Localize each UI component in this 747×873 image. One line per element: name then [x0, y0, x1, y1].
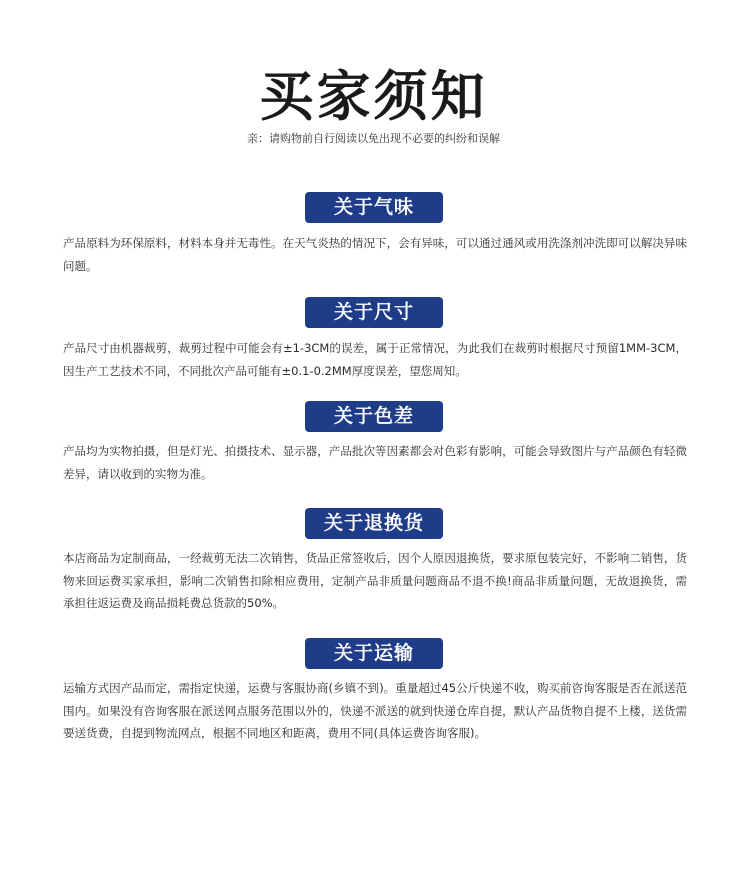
section-body-odor: 产品原料为环保原料，材料本身并无毒性。在天气炎热的情况下，会有异味，可以通过通风或用洗涤剂冲洗即可以解决异味问题。 — [63, 236, 687, 273]
page-title: 买家须知 — [259, 65, 488, 128]
section-body-size: 产品尺寸由机器裁剪，裁剪过程中可能会有±1-3CM的误差，属于正常情况，为此我们在裁剪时根据尺寸预留1MM-3CM，因生产工艺技术不同，不同批次产品可能有±0.1-0.2MM厚度误差，望您周知。 — [63, 341, 687, 378]
section-heading-odor: 关于气味 — [305, 192, 443, 223]
section-heading-color-difference: 关于色差 — [305, 401, 443, 432]
section-heading-shipping: 关于运输 — [305, 638, 443, 669]
section-body-color-difference: 产品均为实物拍摄，但是灯光、拍摄技术、显示器，产品批次等因素都会对色彩有影响，可能会导致图片与产品颜色有轻微差异，请以收到的实物为准。 — [63, 444, 687, 481]
section-body-returns: 本店商品为定制商品，一经裁剪无法二次销售，货品正常签收后，因个人原因退换货，要求原包装完好，不影响二销售，货物来回运费买家承担，影响二次销售扣除相应费用，定制产品非质量问题商品不退不换!商品非质量问题，无故退换货，需承担往返运费及商品损耗费总货款的50%。 — [63, 551, 687, 610]
section-heading-size: 关于尺寸 — [305, 297, 443, 328]
page-subtitle: 亲：请购物前自行阅读以免出现不必要的纠纷和误解 — [247, 132, 500, 145]
section-heading-returns: 关于退换货 — [305, 508, 443, 539]
section-body-shipping: 运输方式因产品而定，需指定快递，运费与客服协商(乡镇不到)。重量超过45公斤快递不收，购买前咨询客服是否在派送范围内。如果没有咨询客服在派送网点服务范围以外的，快递不派送的就到快递仓库自提，默认产品货物自提不上楼，送货需要送货费，自提到物流网点，根据不同地区和距离，费用不同(具体运费咨询客服)。 — [63, 681, 687, 740]
